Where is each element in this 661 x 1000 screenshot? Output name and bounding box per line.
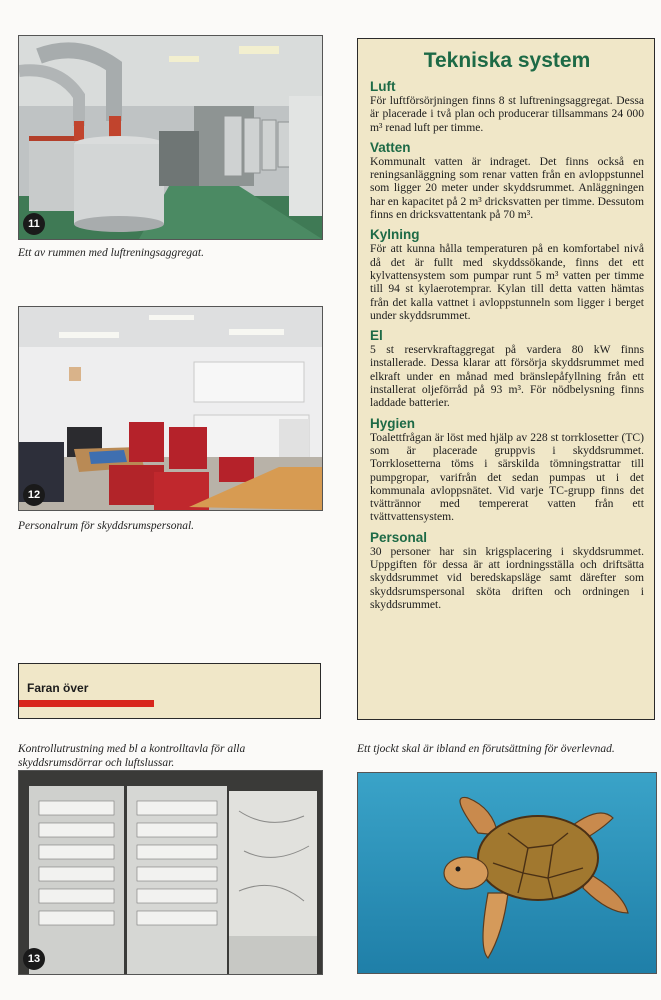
- photo-number-badge: 13: [23, 948, 45, 970]
- section-kylning: [370, 227, 644, 322]
- section-el: [370, 328, 644, 409]
- technical-systems-title: Tekniska system: [423, 49, 591, 72]
- section-text: 30 personer har sin krigsplacering i skyddsrummet. Uppgiften för dessa är att iordningsställa och driftsätta skyddsrummet vid beredskapsläge samt därefter som skyddsrumspersonal sköta driften och ordningen i skyddsrummet.: [370, 544, 644, 611]
- photo-air-purifiers: [18, 35, 323, 240]
- section-text: 5 st reservkraftaggregat på vardera 80 kW finns installerade. Dessa klarar att försörja skyddsrummet med elkraft under en månad med bränslepåfyllning från ett installerat oljeförråd på 93 m³. För nödbelysning finns laddade batterier.: [370, 343, 644, 410]
- control-panel-illustration: [19, 771, 322, 974]
- turtle-illustration: [357, 772, 657, 974]
- turtle-caption: Ett tjockt skal är ibland en förutsättning för överlevnad.: [357, 743, 615, 755]
- section-heading: Personal: [370, 529, 428, 545]
- photo-control-panel: [18, 770, 323, 975]
- faran-over-red-bar: [19, 700, 154, 707]
- sea-turtle-drawing: [358, 773, 656, 973]
- photo-caption: Kontrollutrustning med bl a kontrolltavla för alla skyddsrumsdörrar och luftslussar.: [18, 743, 246, 769]
- photo-number-badge: 12: [23, 484, 45, 506]
- section-text: Toalettfrågan är löst med hjälp av 228 st torrklosetter (TC) som är placerade gruppvis i skyddsrummet. Torrklosetterna töms i särskilda tömningstrattar till pumpgropar, varifrån det sedan pumpas ut i det kommunala avloppsnätet. Vid varje TC-grupp finns det tvättrännor med tempererat vatten från ett tvättvattensystem.: [370, 430, 644, 524]
- faran-over-box: [18, 663, 321, 719]
- faran-over-title: Faran över: [27, 681, 89, 695]
- section-text: För att kunna hålla temperaturen på en komfortabel nivå då det är fullt med skyddssökande, finns det ett kylvattensystem som pumpar runt 5 m³ vatten per timme till 94 st kylaerotemprar. Kylan till detta vatten hämtas från det kalla vattnet i avloppstunneln som ligger i berget under skyddsrummet.: [370, 242, 644, 322]
- section-text: Kommunalt vatten är indraget. Det finns också en reningsanläggning som renar vatten från en avloppstunnel som ligger 20 meter under skyddsrummet. Anläggningen har en kapacitet på 2 m³ dricksvatten per timme. Dessutom finns en dricksvattentank på 70 m³.: [370, 154, 644, 222]
- section-heading: Hygien: [370, 415, 416, 431]
- section-vatten: [370, 140, 644, 221]
- photo-staff-room: [18, 306, 323, 511]
- section-heading: Vatten: [370, 139, 411, 155]
- photo-caption: Personalrum för skyddsrumspersonal.: [18, 520, 195, 532]
- section-hygien: [370, 416, 644, 524]
- section-luft: [370, 79, 644, 134]
- section-heading: Luft: [370, 79, 396, 94]
- technical-systems-box: [357, 38, 655, 720]
- section-heading: Kylning: [370, 227, 420, 243]
- section-text: För luftförsörjningen finns 8 st luftreningsaggregat. Dessa är placerade i två plan och producerar tillsammans 24 000 m³ renad luft per timme.: [370, 94, 644, 134]
- air-room-illustration: [19, 36, 322, 239]
- photo-caption: Ett av rummen med luftreningsaggregat.: [18, 247, 204, 259]
- staff-room-illustration: [19, 307, 322, 510]
- section-heading: El: [370, 328, 383, 344]
- section-personal: [370, 530, 644, 611]
- photo-number-badge: 11: [23, 213, 45, 235]
